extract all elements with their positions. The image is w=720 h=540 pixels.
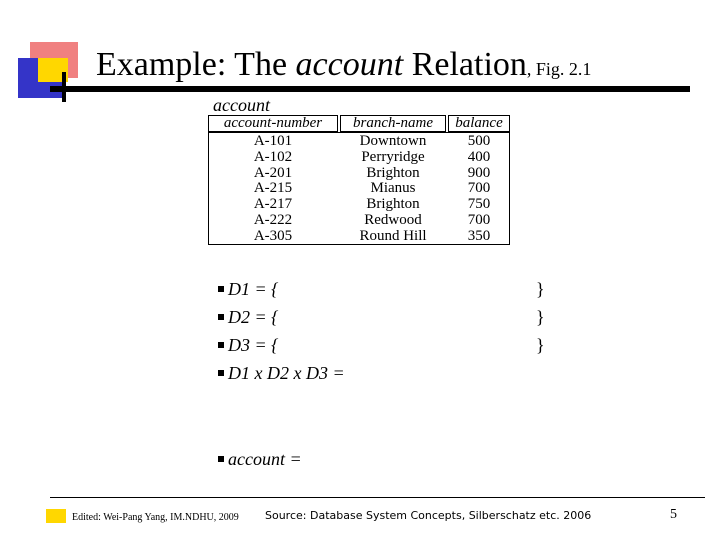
page-number: 5 <box>670 507 677 522</box>
bullet-d3-text: D3 = { <box>228 335 279 355</box>
cell-branch-name: Perryridge <box>361 148 425 165</box>
bullet-account <box>218 449 302 470</box>
bullet-square-icon <box>218 370 224 376</box>
cell-balance: 400 <box>467 148 491 165</box>
bullet-product <box>218 363 345 384</box>
cell-balance: 700 <box>467 211 491 228</box>
column-branch-name <box>338 134 448 245</box>
header-branch-name: branch-name <box>340 115 446 132</box>
cell-balance: 750 <box>467 196 491 213</box>
bullet-d2 <box>218 307 278 328</box>
cell-branch-name: Round Hill <box>359 227 427 244</box>
title-underline <box>50 86 690 92</box>
column-account-number <box>208 134 338 245</box>
bullet-square-icon <box>218 456 224 462</box>
title-end: Relation <box>411 46 527 83</box>
brace-d2-close: } <box>536 307 545 327</box>
bullet-account-text: account = <box>228 449 302 469</box>
header-account-number: account-number <box>208 115 338 132</box>
relation-label: account <box>213 95 270 115</box>
title-fig: , Fig. 2.1 <box>526 59 592 79</box>
bullet-d1 <box>218 279 278 300</box>
cell-balance: 500 <box>467 133 491 149</box>
brace-d1-close: } <box>536 279 545 299</box>
column-balance <box>448 134 510 245</box>
cell-account-number: A-201 <box>253 164 293 181</box>
title-vertical-bar <box>62 72 66 102</box>
cell-branch-name: Brighton <box>366 196 420 213</box>
footer-yellow-square <box>46 509 66 523</box>
brace-d3-close: } <box>536 335 545 355</box>
footer-rule <box>50 497 705 498</box>
bullet-square-icon <box>218 314 224 320</box>
cell-branch-name: Downtown <box>359 133 427 149</box>
header-balance: balance <box>448 115 510 132</box>
cell-account-number: A-305 <box>253 227 293 244</box>
cell-balance: 700 <box>467 180 491 197</box>
title-italic: account <box>295 46 404 83</box>
cell-account-number: A-102 <box>253 148 293 165</box>
slide-title <box>96 46 591 84</box>
bullet-square-icon <box>218 286 224 292</box>
cell-balance: 350 <box>467 227 491 244</box>
cell-account-number: A-101 <box>253 133 293 149</box>
bullet-d2-text: D2 = { <box>228 307 279 327</box>
title-main: Example: The <box>96 46 288 83</box>
cell-branch-name: Mianus <box>370 180 416 197</box>
footer-source: Source: Database System Concepts, Silberschatz etc. 2006 <box>265 509 592 522</box>
footer-edited: Edited: Wei-Pang Yang, IM.NDHU, 2009 <box>72 512 239 523</box>
cell-account-number: A-217 <box>253 196 293 213</box>
bullet-d1-text: D1 = { <box>228 279 279 299</box>
bullet-d3 <box>218 335 278 356</box>
cell-balance: 900 <box>467 164 491 181</box>
account-table <box>208 115 510 245</box>
bullet-product-text: D1 x D2 x D3 = <box>228 363 345 383</box>
cell-branch-name: Brighton <box>366 164 420 181</box>
cell-account-number: A-222 <box>253 211 293 228</box>
bullet-square-icon <box>218 342 224 348</box>
cell-account-number: A-215 <box>253 180 293 197</box>
cell-branch-name: Redwood <box>364 211 422 228</box>
